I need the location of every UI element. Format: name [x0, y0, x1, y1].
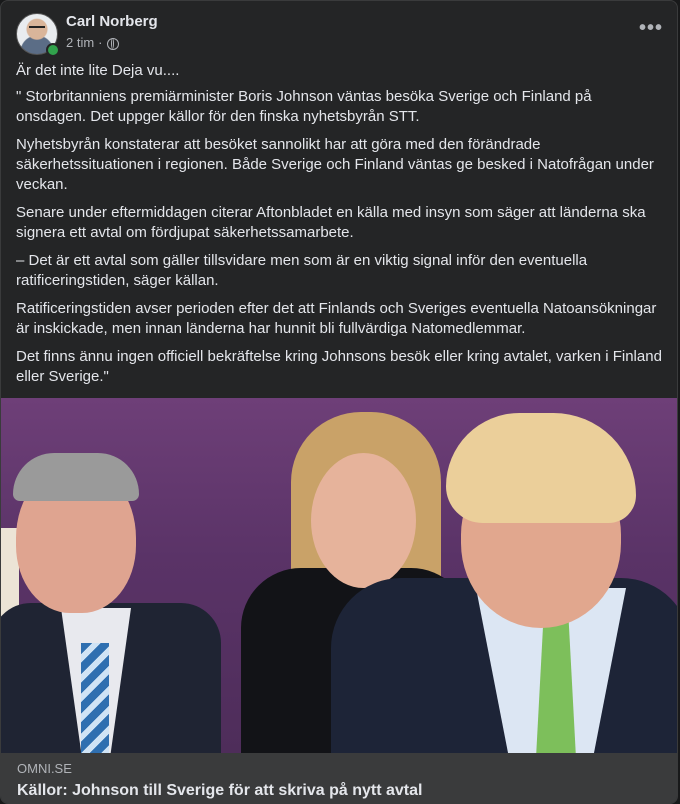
link-preview-image[interactable]	[1, 398, 678, 753]
photo-person-center-face	[311, 453, 416, 588]
more-horizontal-icon: •••	[638, 17, 663, 39]
post-paragraph: Det finns ännu ingen officiell bekräftelse kring Johnsons besök eller kring avtalet, varken i Finland eller Sverige."	[16, 348, 662, 385]
author-avatar[interactable]	[16, 13, 58, 55]
post-paragraph: Nyhetsbyrån konstaterar att besöket sannolikt har att göra med den förändrade säkerhetssituationen i regionen. Både Sverige och Finland väntas ge besked i Natofrågan under veckan.	[16, 136, 654, 193]
post-paragraph: Senare under eftermiddagen citerar Aftonbladet en källa med insyn som säger att länderna ska signera ett avtal om fördjupat säkerhetssamarbete.	[16, 204, 646, 241]
post-paragraph: Ratificeringstiden avser perioden efter det att Finlands och Sveriges eventuella Natoansökningar är inskickade, men innan länderna har hunnit bli fullvärdiga Natomedlemmar.	[16, 300, 657, 337]
post-text	[16, 61, 664, 395]
post-meta	[66, 35, 119, 50]
photo-person-right-hair	[446, 413, 636, 523]
avatar-glasses	[29, 26, 45, 32]
post-header	[16, 13, 666, 57]
post-paragraph: Är det inte lite Deja vu....	[16, 62, 180, 79]
post-paragraph: – Det är ett avtal som gäller tillsvidare men som är en viktig signal inför den eventuella ratificeringstiden, säger källan.	[16, 252, 588, 289]
globe-icon[interactable]	[107, 38, 119, 50]
meta-separator: ·	[98, 35, 103, 50]
online-status-dot	[46, 43, 60, 57]
link-domain: OMNI.SE	[17, 761, 72, 776]
photo-person-left-tie	[81, 643, 109, 753]
photo-person-left-hair	[13, 453, 139, 501]
post-timestamp[interactable]: 2 tim	[66, 35, 95, 50]
post-paragraph: " Storbritanniens premiärminister Boris Johnson väntas besöka Sverige och Finland på onsdagen. Det uppger källor för den finska nyhetsbyrån STT.	[16, 88, 592, 125]
link-title[interactable]: Källor: Johnson till Sverige för att skriva på nytt avtal	[17, 782, 423, 799]
more-options-button[interactable]	[636, 19, 666, 43]
link-preview-footer[interactable]	[1, 753, 678, 804]
author-name[interactable]: Carl Norberg	[66, 13, 158, 30]
